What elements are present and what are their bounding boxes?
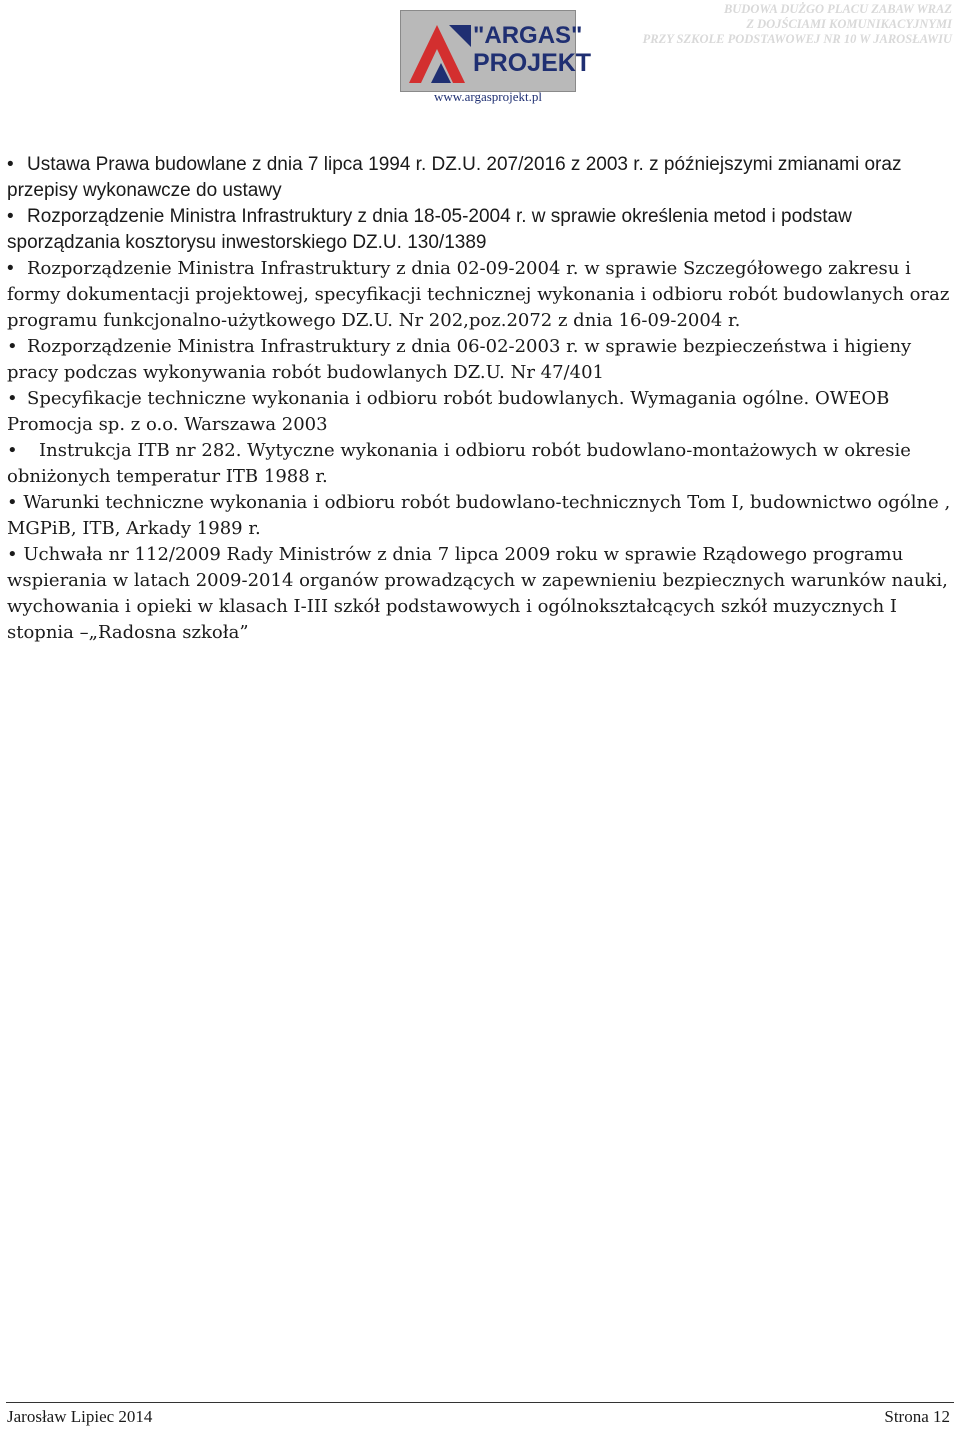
bullet-icon: • xyxy=(7,544,18,565)
bullet-icon: • xyxy=(7,258,14,279)
project-title xyxy=(592,2,952,47)
list-item xyxy=(7,204,951,256)
bullet-icon: • xyxy=(7,388,18,409)
logo-text-argas: "ARGAS" xyxy=(473,22,583,49)
project-title-line: Z DOJŚCIAMI KOMUNIKACYJNYMI xyxy=(746,17,952,31)
page-number: Strona 12 xyxy=(884,1407,950,1426)
list-item-text: Rozporządzenie Ministra Infrastruktury z dnia 18-05-2004 r. w sprawie określenia metod i podstaw sporządzania kosztorysu inwestorskiego DZ.U. 130/1389 xyxy=(7,206,852,253)
footer-divider xyxy=(6,1402,954,1403)
project-title-line: PRZY SZKOLE PODSTAWOWEJ NR 10 W JAROSŁAWIU xyxy=(642,32,952,46)
list-item xyxy=(7,152,951,204)
project-title-line: BUDOWA DUŻGO PLACU ZABAW WRAZ xyxy=(723,2,952,16)
list-item-text: Specyfikacje techniczne wykonania i odbioru robót budowlanych. Wymagania ogólne. OWEOB Promocja sp. z o.o. Warszawa 2003 xyxy=(7,388,890,435)
list-item xyxy=(7,334,951,386)
bullet-icon: • xyxy=(7,206,14,227)
list-item xyxy=(7,438,951,490)
regulations-list xyxy=(7,152,951,646)
footer-author: Jarosław Lipiec 2014 xyxy=(7,1407,153,1426)
list-item-text: Ustawa Prawa budowlane z dnia 7 lipca 1994 r. DZ.U. 207/2016 z 2003 r. z późniejszymi zmianami oraz przepisy wykonawcze do ustawy xyxy=(7,154,902,201)
bullet-icon: • xyxy=(7,492,18,513)
list-item-text: Uchwała nr 112/2009 Rady Ministrów z dnia 7 lipca 2009 roku w sprawie Rządowego programu wspierania w latach 2009-2014 organów prowadzących w zapewnieniu bezpiecznych warunków nauki, wychowania i opieki w klasach I-III szkół podstawowych i ogólnokształcących szkół muzycznych I stopnia –„Radosna szkoła” xyxy=(7,544,948,643)
list-item xyxy=(7,490,951,542)
list-item-text: Instrukcja ITB nr 282. Wytyczne wykonania i odbioru robót budowlano-montażowych w okresie obniżonych temperatur ITB 1988 r. xyxy=(7,440,911,487)
list-item xyxy=(7,256,951,334)
logo-url: www.argasprojekt.pl xyxy=(434,89,542,104)
argas-logo xyxy=(400,10,592,92)
list-item-text: Rozporządzenie Ministra Infrastruktury z dnia 02-09-2004 r. w sprawie Szczegółowego zakresu i formy dokumentacji projektowej, specyfikacji technicznej wykonania i odbioru robót budowlanych oraz programu funkcjonalno-użytkowego DZ.U. Nr 202,poz.2072 z dnia 16-09-2004 r. xyxy=(7,258,950,331)
list-item xyxy=(7,386,951,438)
list-item xyxy=(7,542,951,646)
bullet-icon: • xyxy=(7,154,14,175)
logo-text-projekt: PROJEKT xyxy=(473,49,592,77)
list-item-text: Rozporządzenie Ministra Infrastruktury z dnia 06-02-2003 r. w sprawie bezpieczeństwa i higieny pracy podczas wykonywania robót budowlanych DZ.U. Nr 47/401 xyxy=(7,336,912,383)
bullet-icon: • xyxy=(7,440,18,461)
list-item-text: Warunki techniczne wykonania i odbioru robót budowlano-technicznych Tom I, budownictwo ogólne , MGPiB, ITB, Arkady 1989 r. xyxy=(7,492,951,539)
bullet-icon: • xyxy=(7,336,18,357)
